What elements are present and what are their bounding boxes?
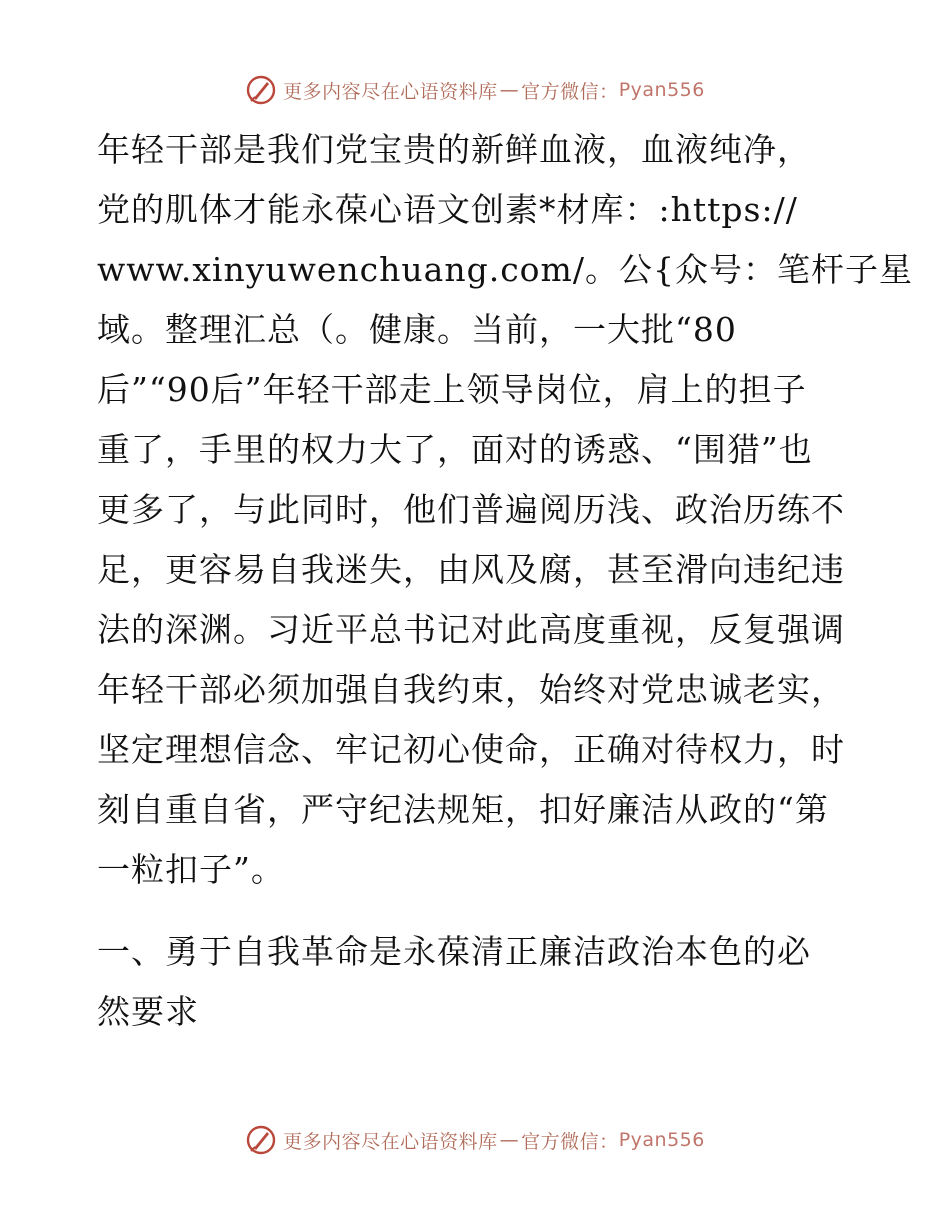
watermark-account-label: 官方微信：	[521, 1130, 619, 1153]
paragraph-line: 域。整理汇总（。健康。当前，一大批“80	[97, 310, 737, 349]
watermark-text: 更多内容尽在心语资料库	[283, 1130, 498, 1153]
watermark-separator: —	[499, 1129, 520, 1151]
paragraph-line: www.xinyuwenchuang.com/。公{众号：笔杆子星	[97, 250, 913, 289]
watermark-account: Pyan556	[618, 1129, 705, 1151]
paragraph-line: 年轻干部是我们党宝贵的新鲜血液，血液纯净，	[97, 130, 811, 169]
paragraph-line: 党的肌体才能永葆心语文创素*材库：:https://	[97, 190, 798, 229]
quill-logo-icon	[245, 1124, 277, 1156]
page-header-watermark	[0, 70, 950, 110]
section-heading-line: 然要求	[97, 992, 199, 1031]
paragraph-line: 更多了，与此同时，他们普遍阅历浅、政治历练不	[97, 490, 845, 529]
paragraph-line: 重了，手里的权力大了，面对的诱惑、“围猎”也	[97, 430, 813, 469]
document-body	[97, 120, 913, 1042]
body-paragraph	[97, 120, 913, 900]
watermark-text: 更多内容尽在心语资料库	[283, 80, 498, 103]
paragraph-line: 一粒扣子”。	[97, 850, 285, 889]
paragraph-line: 足，更容易自我迷失，由风及腐，甚至滑向违纪违	[97, 550, 845, 589]
watermark-separator: —	[499, 79, 520, 101]
watermark-account: Pyan556	[618, 79, 705, 101]
paragraph-line: 刻自重自省，严守纪法规矩，扣好廉洁从政的“第	[97, 790, 829, 829]
section-heading	[97, 922, 857, 1042]
paragraph-line: 法的深渊。习近平总书记对此高度重视，反复强调	[97, 610, 845, 649]
paragraph-line: 后”“90后”年轻干部走上领导岗位，肩上的担子	[97, 370, 807, 409]
section-heading-line: 一、勇于自我革命是永葆清正廉洁政治本色的必	[97, 932, 811, 971]
quill-logo-icon	[245, 74, 277, 106]
watermark-account-label: 官方微信：	[521, 80, 619, 103]
page-footer-watermark	[0, 1120, 950, 1160]
paragraph-line: 坚定理想信念、牢记初心使命，正确对待权力，时	[97, 730, 845, 769]
paragraph-line: 年轻干部必须加强自我约束，始终对党忠诚老实，	[97, 670, 845, 709]
